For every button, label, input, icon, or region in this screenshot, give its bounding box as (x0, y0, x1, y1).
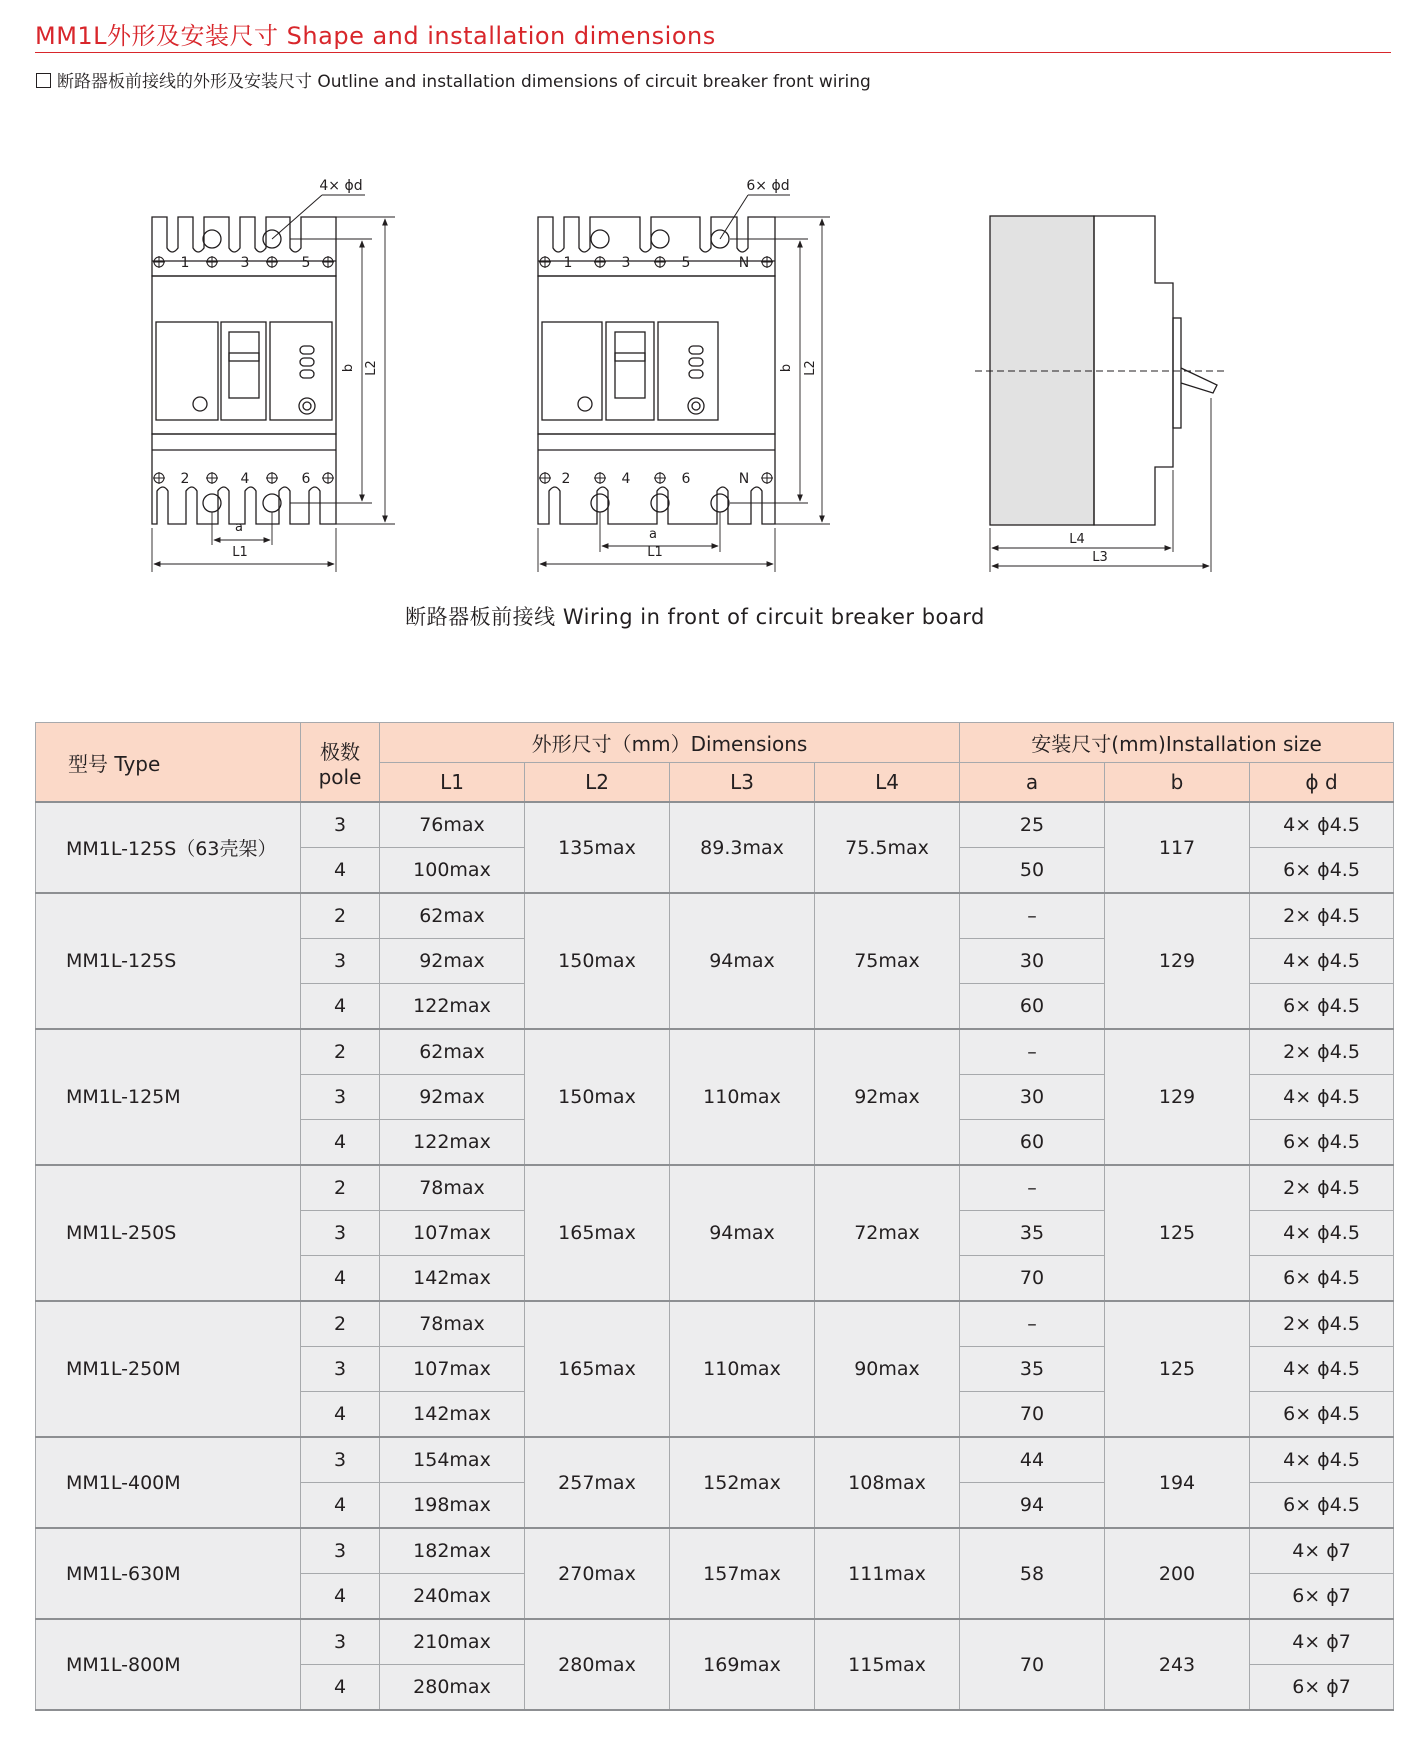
cell-d: 4× ϕ4.5 (1250, 1347, 1394, 1392)
cell-L4: 108max (815, 1437, 960, 1528)
cell-type: MM1L-250M (36, 1301, 301, 1437)
dimension-drawing (0, 160, 1426, 600)
cell-L1: 76max (380, 802, 525, 848)
cell-L4: 75.5max (815, 802, 960, 893)
header-type: 型号 Type (36, 723, 301, 803)
dim-L3-label: L3 (1092, 550, 1108, 565)
cell-L1: 62max (380, 1029, 525, 1075)
cell-L4: 72max (815, 1165, 960, 1301)
cell-a: 70 (960, 1392, 1105, 1438)
cell-b: 243 (1105, 1619, 1250, 1710)
cell-L1: 78max (380, 1165, 525, 1211)
table-row (36, 1165, 1394, 1211)
cell-type: MM1L-630M (36, 1528, 301, 1619)
cell-L4: 92max (815, 1029, 960, 1165)
hole-label: 6× ϕd (746, 178, 790, 194)
header-d: ϕ d (1250, 763, 1394, 803)
cell-a: 35 (960, 1347, 1105, 1392)
cell-L2: 280max (525, 1619, 670, 1710)
cell-type: MM1L-125M (36, 1029, 301, 1165)
cell-d: 2× ϕ4.5 (1250, 893, 1394, 939)
table-row (36, 1437, 1394, 1483)
cell-L2: 150max (525, 893, 670, 1029)
terminal-label: 4 (240, 471, 250, 487)
dim-L1-label: L1 (232, 545, 248, 560)
cell-L1: 142max (380, 1256, 525, 1302)
dim-L4-label: L4 (1069, 532, 1085, 547)
table-row (36, 1619, 1394, 1665)
cell-a: 30 (960, 939, 1105, 984)
cell-L1: 210max (380, 1619, 525, 1665)
cell-a: 30 (960, 1075, 1105, 1120)
cell-type: MM1L-250S (36, 1165, 301, 1301)
terminal-label: 2 (561, 471, 571, 487)
title-rule (35, 52, 1391, 53)
cell-pole: 3 (301, 1347, 380, 1392)
cell-b: 117 (1105, 802, 1250, 893)
front-view-3p (152, 178, 395, 572)
cell-d: 4× ϕ4.5 (1250, 1075, 1394, 1120)
cell-pole: 4 (301, 984, 380, 1030)
cell-type: MM1L-400M (36, 1437, 301, 1528)
cell-d: 6× ϕ4.5 (1250, 1392, 1394, 1438)
cell-L3: 110max (670, 1301, 815, 1437)
cell-pole: 2 (301, 1165, 380, 1211)
table-row (36, 1029, 1394, 1075)
cell-L1: 280max (380, 1665, 525, 1711)
cell-d: 4× ϕ4.5 (1250, 939, 1394, 984)
cell-pole: 4 (301, 1483, 380, 1529)
section-subtitle (36, 67, 871, 92)
cell-L1: 182max (380, 1528, 525, 1574)
cell-pole: 4 (301, 1665, 380, 1711)
cell-L1: 92max (380, 939, 525, 984)
cell-pole: 3 (301, 939, 380, 984)
table-row (36, 1301, 1394, 1347)
cell-d: 2× ϕ4.5 (1250, 1165, 1394, 1211)
cell-b: 129 (1105, 893, 1250, 1029)
cell-a: – (960, 1165, 1105, 1211)
dimension-table-body (36, 802, 1394, 1710)
cell-a: 70 (960, 1619, 1105, 1710)
cell-pole: 2 (301, 1029, 380, 1075)
cell-pole: 4 (301, 1392, 380, 1438)
cell-b: 125 (1105, 1301, 1250, 1437)
dim-a-label: a (649, 527, 657, 542)
cell-b: 194 (1105, 1437, 1250, 1528)
cell-pole: 4 (301, 1256, 380, 1302)
terminal-label: N (738, 471, 750, 487)
cell-type: MM1L-125S (36, 893, 301, 1029)
cell-d: 4× ϕ7 (1250, 1528, 1394, 1574)
cell-L1: 142max (380, 1392, 525, 1438)
cell-a: 25 (960, 802, 1105, 848)
header-L4: L4 (815, 763, 960, 803)
cell-pole: 3 (301, 1528, 380, 1574)
cell-b: 125 (1105, 1165, 1250, 1301)
cell-L1: 198max (380, 1483, 525, 1529)
cell-L1: 240max (380, 1574, 525, 1620)
cell-d: 6× ϕ4.5 (1250, 1120, 1394, 1166)
cell-L4: 111max (815, 1528, 960, 1619)
cell-L3: 157max (670, 1528, 815, 1619)
cell-a: 70 (960, 1256, 1105, 1302)
dimension-table (35, 722, 1394, 1711)
terminal-label: 4 (621, 471, 631, 487)
cell-L1: 154max (380, 1437, 525, 1483)
drawing-caption: 断路器板前接线 Wiring in front of circuit breaker board (405, 605, 985, 629)
dim-L2-label: L2 (803, 360, 818, 376)
cell-L1: 122max (380, 984, 525, 1030)
cell-L4: 90max (815, 1301, 960, 1437)
cell-pole: 2 (301, 1301, 380, 1347)
cell-d: 4× ϕ4.5 (1250, 802, 1394, 848)
cell-d: 2× ϕ4.5 (1250, 1029, 1394, 1075)
dim-b-label: b (779, 363, 794, 373)
cell-a: 58 (960, 1528, 1105, 1619)
cell-L2: 257max (525, 1437, 670, 1528)
cell-b: 129 (1105, 1029, 1250, 1165)
cell-b: 200 (1105, 1528, 1250, 1619)
dim-L2-label: L2 (364, 360, 379, 376)
cell-L1: 92max (380, 1075, 525, 1120)
cell-pole: 3 (301, 1211, 380, 1256)
cell-pole: 3 (301, 1619, 380, 1665)
terminal-label: 6 (681, 471, 691, 487)
cell-a: – (960, 1029, 1105, 1075)
cell-a: 60 (960, 984, 1105, 1030)
terminal-label: 3 (621, 255, 631, 271)
dim-a-label: a (235, 520, 243, 535)
header-b: b (1105, 763, 1250, 803)
cell-a: 44 (960, 1437, 1105, 1483)
cell-pole: 3 (301, 1437, 380, 1483)
cell-d: 6× ϕ7 (1250, 1574, 1394, 1620)
terminal-label: 2 (180, 471, 190, 487)
side-view (975, 216, 1224, 572)
cell-pole: 3 (301, 1075, 380, 1120)
cell-d: 4× ϕ4.5 (1250, 1211, 1394, 1256)
cell-L4: 75max (815, 893, 960, 1029)
cell-L2: 270max (525, 1528, 670, 1619)
terminal-label: 5 (301, 255, 311, 271)
header-installation: 安装尺寸(mm)Installation size (960, 723, 1394, 763)
cell-L3: 110max (670, 1029, 815, 1165)
header-a: a (960, 763, 1105, 803)
cell-a: 94 (960, 1483, 1105, 1529)
cell-L1: 100max (380, 848, 525, 894)
cell-d: 4× ϕ7 (1250, 1619, 1394, 1665)
cell-pole: 2 (301, 893, 380, 939)
cell-L1: 122max (380, 1120, 525, 1166)
cell-a: – (960, 893, 1105, 939)
cell-d: 2× ϕ4.5 (1250, 1301, 1394, 1347)
hole-label: 4× ϕd (319, 178, 363, 194)
cell-L4: 115max (815, 1619, 960, 1710)
cell-type: MM1L-125S（63壳架） (36, 802, 301, 893)
cell-a: 60 (960, 1120, 1105, 1166)
cell-a: – (960, 1301, 1105, 1347)
header-L2: L2 (525, 763, 670, 803)
header-pole: 极数 pole (301, 723, 380, 803)
cell-d: 6× ϕ7 (1250, 1665, 1394, 1711)
cell-L1: 78max (380, 1301, 525, 1347)
subtitle-text: 断路器板前接线的外形及安装尺寸 Outline and installation dimensions of circuit breaker front wiring (57, 72, 871, 92)
cell-type: MM1L-800M (36, 1619, 301, 1710)
cell-d: 6× ϕ4.5 (1250, 1256, 1394, 1302)
cell-L3: 94max (670, 893, 815, 1029)
cell-L2: 165max (525, 1165, 670, 1301)
cell-L1: 107max (380, 1211, 525, 1256)
cell-L2: 165max (525, 1301, 670, 1437)
cell-d: 6× ϕ4.5 (1250, 848, 1394, 894)
cell-L3: 152max (670, 1437, 815, 1528)
header-dimensions: 外形尺寸（mm）Dimensions (380, 723, 960, 763)
cell-L3: 89.3max (670, 802, 815, 893)
cell-pole: 4 (301, 1120, 380, 1166)
terminal-label: 5 (681, 255, 691, 271)
cell-d: 6× ϕ4.5 (1250, 1483, 1394, 1529)
cell-a: 50 (960, 848, 1105, 894)
terminal-label: 1 (563, 255, 573, 271)
header-L3: L3 (670, 763, 815, 803)
terminal-label: 1 (180, 255, 190, 271)
terminal-label: N (738, 255, 750, 271)
cell-L3: 169max (670, 1619, 815, 1710)
dim-b-label: b (341, 363, 356, 373)
table-row (36, 1528, 1394, 1574)
cell-pole: 4 (301, 848, 380, 894)
dim-L1-label: L1 (647, 545, 663, 560)
terminal-label: 6 (301, 471, 311, 487)
table-row (36, 802, 1394, 848)
table-row (36, 893, 1394, 939)
cell-L2: 135max (525, 802, 670, 893)
cell-L3: 94max (670, 1165, 815, 1301)
cell-pole: 3 (301, 802, 380, 848)
cell-L1: 107max (380, 1347, 525, 1392)
cell-L2: 150max (525, 1029, 670, 1165)
cell-a: 35 (960, 1211, 1105, 1256)
cell-d: 4× ϕ4.5 (1250, 1437, 1394, 1483)
cell-pole: 4 (301, 1574, 380, 1620)
header-L1: L1 (380, 763, 525, 803)
checkbox-square-icon (36, 73, 51, 88)
front-view-4p (538, 178, 830, 572)
terminal-label: 3 (240, 255, 250, 271)
cell-d: 6× ϕ4.5 (1250, 984, 1394, 1030)
page-title: MM1L外形及安装尺寸 Shape and installation dimensions (35, 22, 716, 50)
cell-L1: 62max (380, 893, 525, 939)
